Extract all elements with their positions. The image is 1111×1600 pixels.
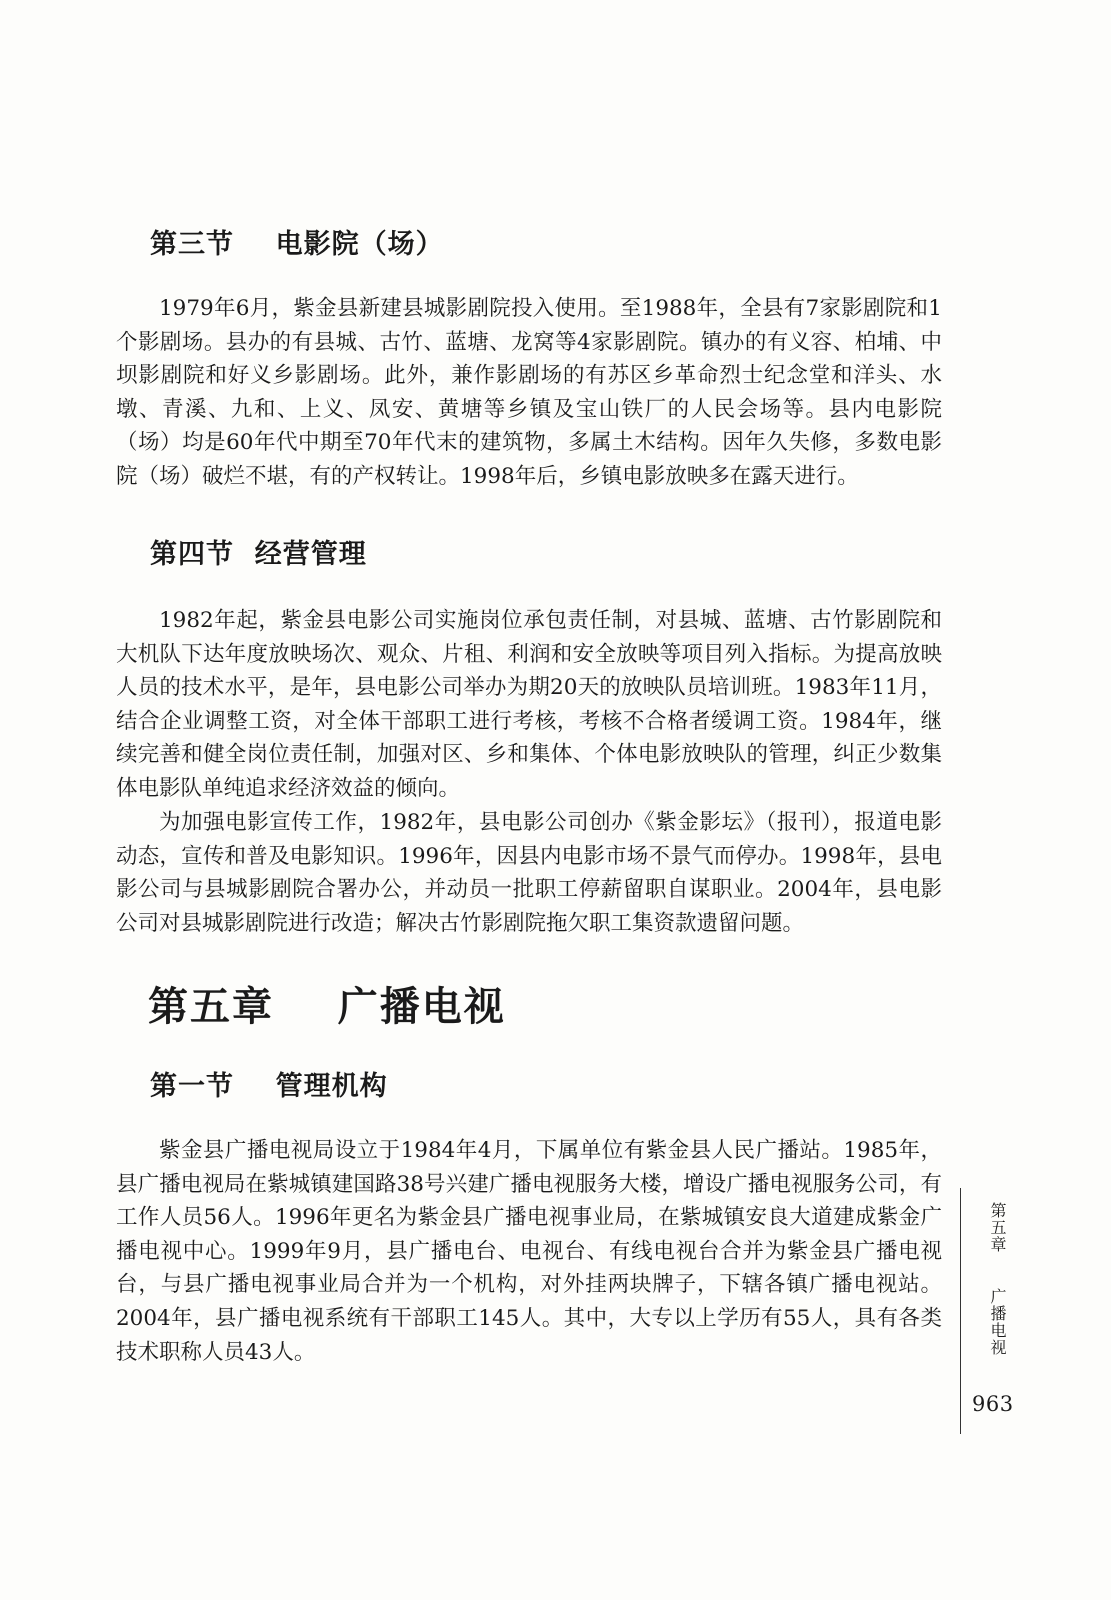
margin-chapter-label: 第五章 — [988, 1202, 1007, 1253]
section-4-paragraph-2: 为加强电影宣传工作，1982年，县电影公司创办《紫金影坛》（报刊），报道电影动态，宣传和普及电影知识。1996年，因县内电影市场不景气而停办。1998年，县电影公司与县城影剧院合署办公，并动员一批职工停薪留职自谋职业。2004年，县电影公司对县城影剧院进行改造；解决古竹影剧院拖欠职工集资款遗留问题。 — [116, 810, 942, 936]
margin-chapter-name: 广播电视 — [988, 1288, 1007, 1356]
section-4-paragraph-1: 1982年起，紫金县电影公司实施岗位承包责任制，对县城、蓝塘、古竹影剧院和大机队下达年度放映场次、观众、片租、利润和安全放映等项目列入指标。为提高放映人员的技术水平，是年，县电影公司举办为期20天的放映队员培训班。1983年11月，结合企业调整工资，对全体干部职工进行考核，考核不合格者缓调工资。1984年，继续完善和健全岗位责任制，加强对区、乡和集体、个体电影放映队的管理，纠正少数集体电影队单纯追求经济效益的倾向。 — [116, 608, 942, 801]
chapter-5-title: 第五章 广播电视 — [148, 983, 506, 1030]
section-3-paragraph: 1979年6月，紫金县新建县城影剧院投入使用。至1988年，全县有7家影剧院和1个影剧场。县办的有县城、古竹、蓝塘、龙窝等4家影剧院。镇办的有义容、柏埔、中坝影剧院和好义乡影剧场。此外，兼作影剧场的有苏区乡革命烈士纪念堂和洋头、水墩、青溪、九和、上义、凤安、黄塘等乡镇及宝山铁厂的人民会场等。县内电影院（场）均是60年代中期至70年代末的建筑物，多属土木结构。因年久失修，多数电影院（场）破烂不堪，有的产权转让。1998年后，乡镇电影放映多在露天进行。 — [116, 296, 942, 489]
section-1-heading: 第一节 管理机构 — [150, 1071, 388, 1102]
page-number: 963 — [972, 1392, 1014, 1416]
section-4-heading: 第四节 经营管理 — [150, 539, 367, 570]
section-1-paragraph: 紫金县广播电视局设立于1984年4月，下属单位有紫金县人民广播站。1985年，县广播电视局在紫城镇建国路38号兴建广播电视服务大楼，增设广播电视服务公司，有工作人员56人。1996年更名为紫金县广播电视事业局，在紫城镇安良大道建成紫金广播电视中心。1999年9月，县广播电台、电视台、有线电视台合并为紫金县广播电视台，与县广播电视事业局合并为一个机构，对外挂两块牌子，下辖各镇广播电视站。2004年，县广播电视系统有干部职工145人。其中，大专以上学历有55人，具有各类技术职称人员43人。 — [116, 1138, 942, 1365]
margin-divider — [960, 1188, 961, 1434]
section-3-heading: 第三节 电影院（场） — [150, 229, 444, 260]
